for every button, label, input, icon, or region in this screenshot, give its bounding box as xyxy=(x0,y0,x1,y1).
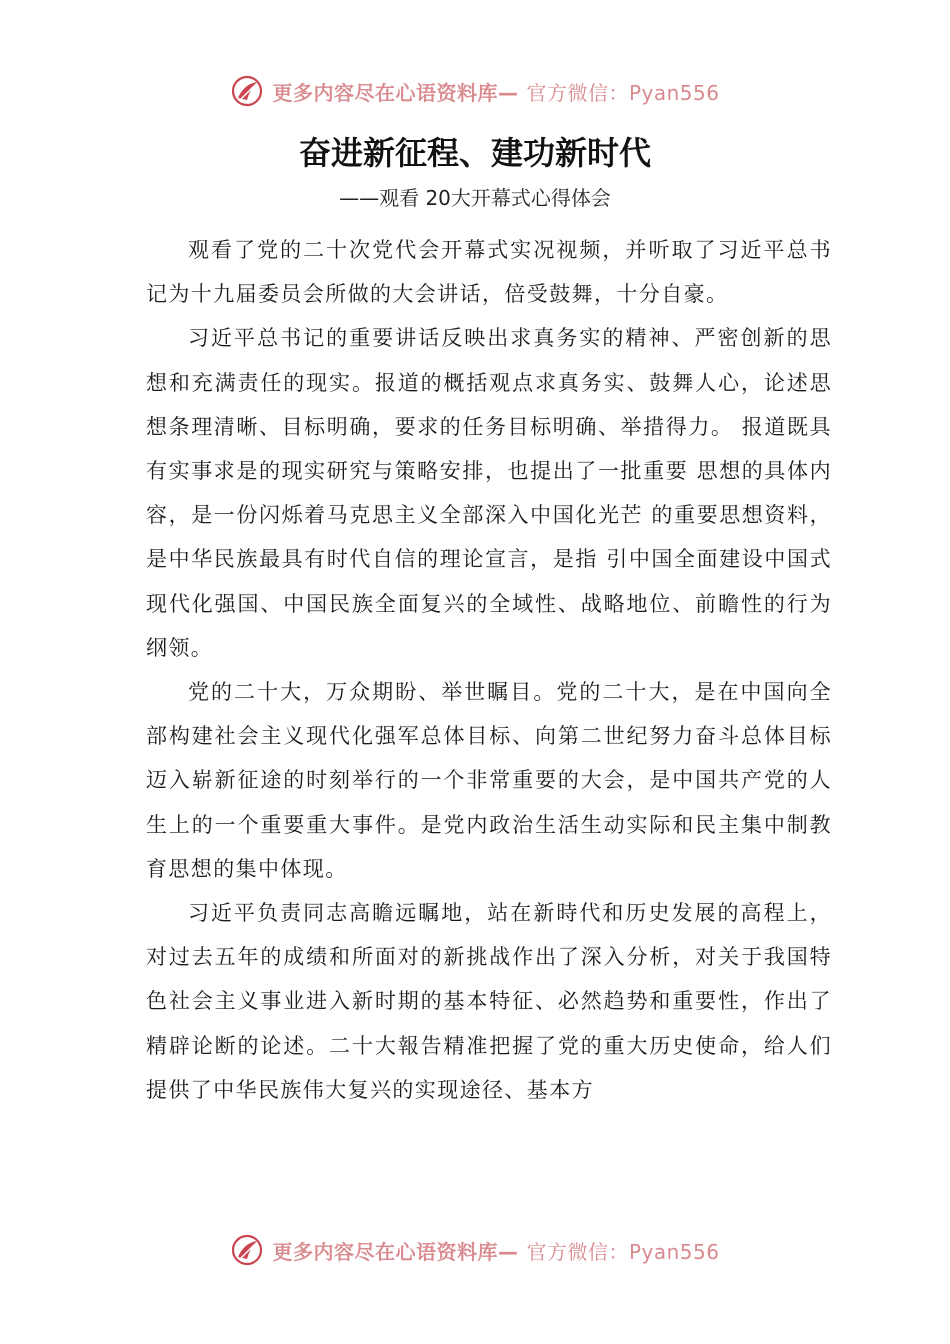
document-body xyxy=(146,228,832,1112)
document-subtitle: ——观看 20大开幕式心得体会 xyxy=(339,186,611,210)
watermark-text: 更多内容尽在心语资料库— xyxy=(272,80,519,105)
watermark-wechat: 官方微信：Pyan556 xyxy=(526,1239,720,1264)
watermark-text: 更多内容尽在心语资料库— xyxy=(272,1239,519,1264)
document-title: 奋进新征程、建功新时代 xyxy=(298,134,651,172)
paragraph-4: 习近平负责同志高瞻远瞩地，站在新時代和历史发展的高程上，对过去五年的成绩和所面对的新挑战作出了深入分析，对关于我国特色社会主义事业进入新时期的基本特征、必然趋势和重要性，作出了精辟论断的论述。二十大報告精准把握了党的重大历史使命，给人们提供了中华民族伟大复兴的实现途径、基本方 xyxy=(146,901,832,1102)
footer-watermark xyxy=(0,1233,950,1267)
paragraph-2: 习近平总书记的重要讲话反映出求真务实的精神、严密创新的思想和充满责任的现实。报道的概括观点求真务实、鼓舞人心，论述思想条理清晰、目标明确，要求的任务目标明确、举措得力。 报道既具有实事求是的现实研究与策略安排，也提出了一批重要 思想的具体内容，是一份闪烁着马克思主义全部深入中国化光芒 的重要思想资料，是中华民族最具有时代自信的理论宣言，是指 引中国全面建设中国式现代化强国、中国民族全面复兴的全域性、战略地位、前瞻性的行为纲领。 xyxy=(146,326,832,660)
brush-logo-icon xyxy=(230,1233,264,1267)
paragraph-1: 观看了党的二十次党代会开幕式实况视频，并听取了习近平总书记为十九届委员会所做的大会讲话，倍受鼓舞，十分自豪。 xyxy=(146,238,832,307)
brush-logo-icon xyxy=(230,74,264,108)
watermark-wechat: 官方微信：Pyan556 xyxy=(526,80,720,105)
paragraph-3: 党的二十大，万众期盼、举世瞩目。党的二十大，是在中国向全部构建社会主义现代化强军总体目标、向第二世纪努力奋斗总体目标迈入崭新征途的时刻举行的一个非常重要的大会，是中国共产党的人生上的一个重要重大事件。是党内政治生活生动实际和民主集中制教育思想的集中体现。 xyxy=(146,680,832,881)
header-watermark xyxy=(0,74,950,108)
